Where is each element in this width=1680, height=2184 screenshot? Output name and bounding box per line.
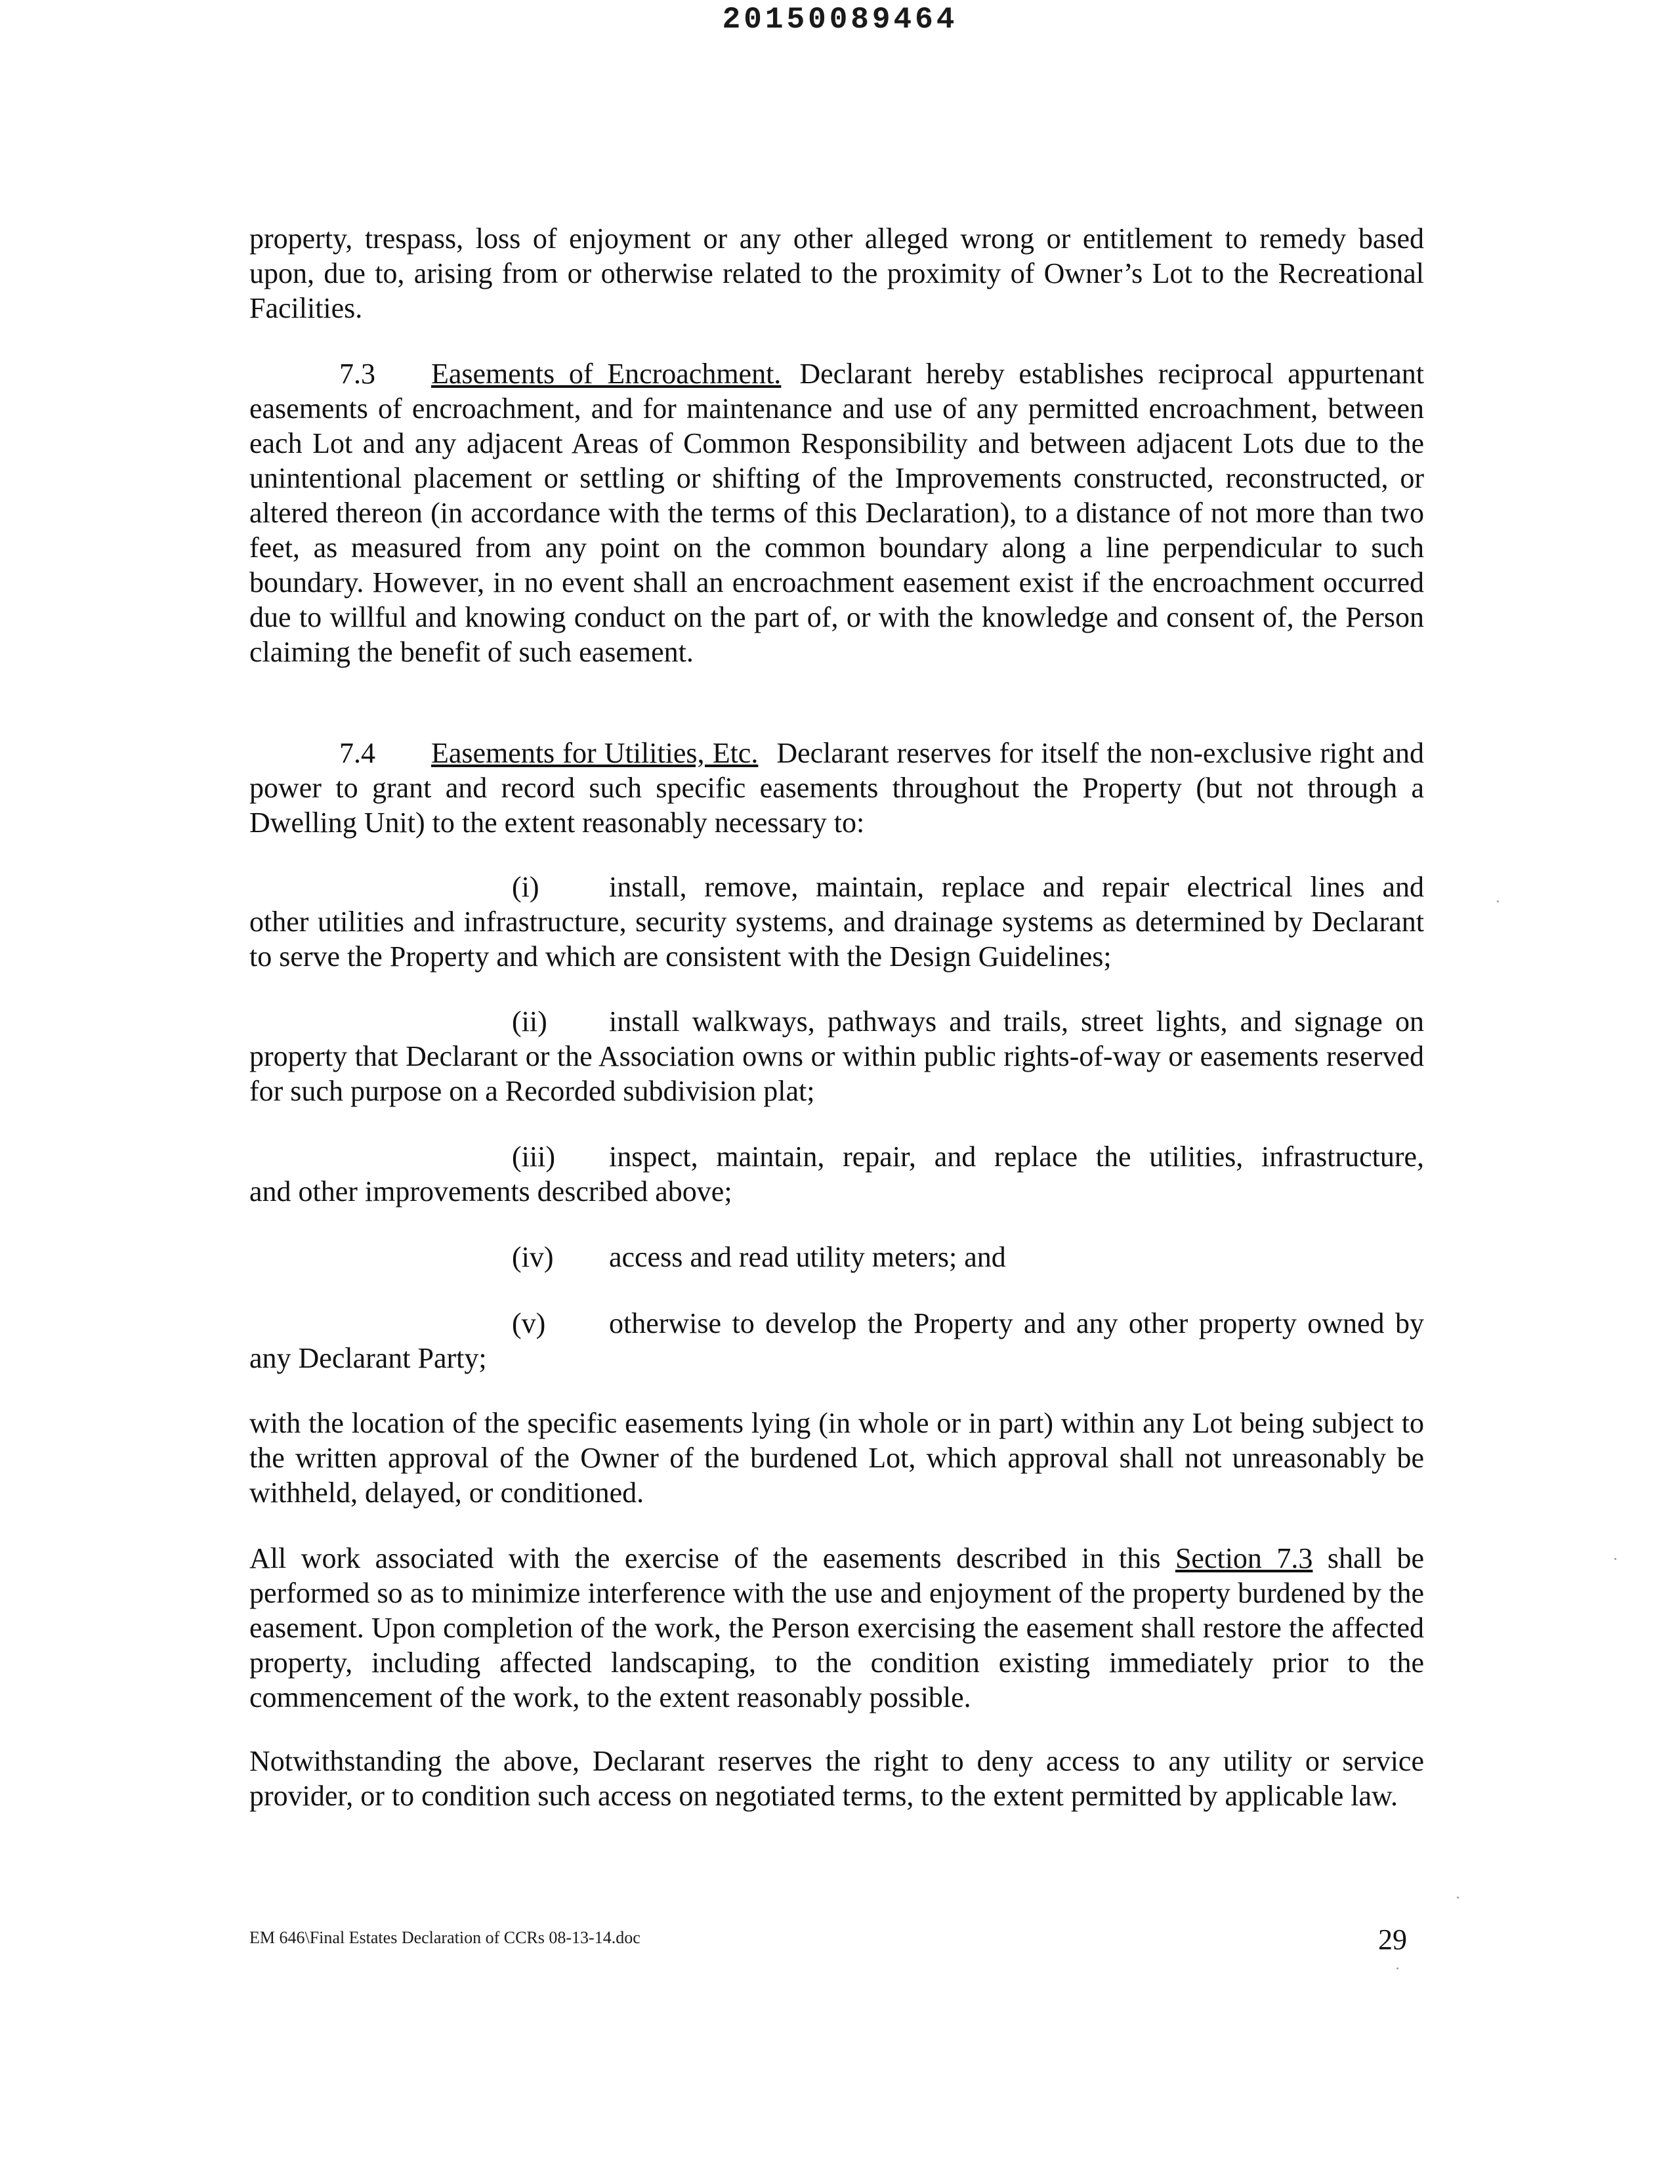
list-item-continuation: and other improvements described above;: [249, 1175, 732, 1208]
section-7-4: [249, 736, 1424, 840]
list-item: [249, 1306, 1424, 1376]
list-item-first-line: install, remove, maintain, replace and repair electrical lines and: [609, 871, 1424, 903]
page-number: 29: [1378, 1923, 1407, 1956]
list-item-continuation: property that Declarant or the Association owns or within public rights-of-way or easements reserved for such purpose on a Recorded subdivision plat;: [249, 1040, 1424, 1107]
work-paragraph: [249, 1541, 1424, 1715]
list-item-label: (v): [512, 1307, 546, 1339]
list-item-first-line: access and read utility meters; and: [609, 1241, 1006, 1273]
list-item: [249, 1240, 1424, 1274]
list-item: [249, 870, 1424, 974]
list-item: [249, 1139, 1424, 1209]
continuation-paragraph: [249, 221, 1424, 326]
section-7-3: [249, 356, 1424, 669]
section-reference: Section 7.3: [1175, 1542, 1313, 1574]
notwithstanding-text: Notwithstanding the above, Declarant reserves the right to deny access to any utility or service provider, or to condition such access on negotiated terms, to the extent permitted by applicable law.: [249, 1745, 1424, 1812]
list-item-label: (i): [512, 871, 539, 903]
list-item-label: (ii): [512, 1005, 547, 1038]
list-item-continuation: other utilities and infrastructure, security systems, and drainage systems as determined by Declarant to serve the Property and which are consistent with the Design Guidelines;: [249, 906, 1424, 973]
section-7-4-number: 7.4: [339, 737, 375, 769]
list-item-first-line: inspect, maintain, repair, and replace the utilities, infrastructure,: [609, 1141, 1424, 1173]
work-text-after: shall be performed so as to minimize interference with the use and enjoyment of the property burdened by the easement. Upon completion of the work, the Person exercising the easement shall restore the affected property, including affected landscaping, to the condition existing immediately prior to the commencement of the work, to the extent reasonably possible.: [249, 1542, 1425, 1713]
scan-speck: [1396, 1967, 1398, 1969]
section-7-4-title: Easements for Utilities, Etc.: [431, 737, 759, 769]
document-number: 20150089464: [722, 3, 958, 37]
list-item-continuation: any Declarant Party;: [249, 1342, 487, 1374]
work-text-before: All work associated with the exercise of the easements described in this: [249, 1542, 1161, 1574]
section-7-4-text: Declarant reserves for itself the non-exclusive right and power to grant and record such specific easements throughout the Property (but not through a Dwelling Unit) to the extent reasonably necessary to:: [249, 737, 1424, 839]
list-item-first-line: install walkways, pathways and trails, street lights, and signage on: [609, 1005, 1424, 1038]
section-7-3-title: Easements of Encroachment.: [431, 358, 782, 390]
list-item-first-line: otherwise to develop the Property and any other property owned by: [609, 1307, 1424, 1339]
scan-speck: [1614, 1558, 1616, 1560]
list-item-label: (iv): [512, 1241, 554, 1273]
scan-speck: [1457, 1897, 1459, 1899]
list-item-label: (iii): [512, 1141, 555, 1173]
approval-paragraph: [249, 1406, 1424, 1510]
section-7-3-text: Declarant hereby establishes reciprocal appurtenant easements of encroachment, and for maintenance and use of any permitted encroachment, between each Lot and any adjacent Areas of Common Responsibility and between adjacent Lots due to the unintentional placement or settling or shifting of the Improvements constructed, reconstructed, or altered thereon (in accordance with the terms of this Declaration), to a distance of not more than two feet, as measured from any point on the common boundary along a line perpendicular to such boundary. However, in no event shall an encroachment easement exist if the encroachment occurred due to willful and knowing conduct on the part of, or with the knowledge and consent of, the Person claiming the benefit of such easement.: [249, 358, 1424, 668]
footer-file-path: EM 646\Final Estates Declaration of CCRs 08-13-14.doc: [249, 1928, 640, 1947]
continuation-text: property, trespass, loss of enjoyment or any other alleged wrong or entitlement to remedy based upon, due to, arising from or otherwise related to the proximity of Owner’s Lot to the Recreational Facilities.: [249, 222, 1424, 324]
scan-speck: [1497, 900, 1499, 902]
section-7-3-number: 7.3: [339, 358, 375, 390]
list-item: [249, 1004, 1424, 1108]
notwithstanding-paragraph: [249, 1744, 1424, 1813]
approval-text: with the location of the specific easements lying (in whole or in part) within any Lot being subject to the written approval of the Owner of the burdened Lot, which approval shall not unreasonably be withheld, delayed, or conditioned.: [249, 1407, 1424, 1509]
